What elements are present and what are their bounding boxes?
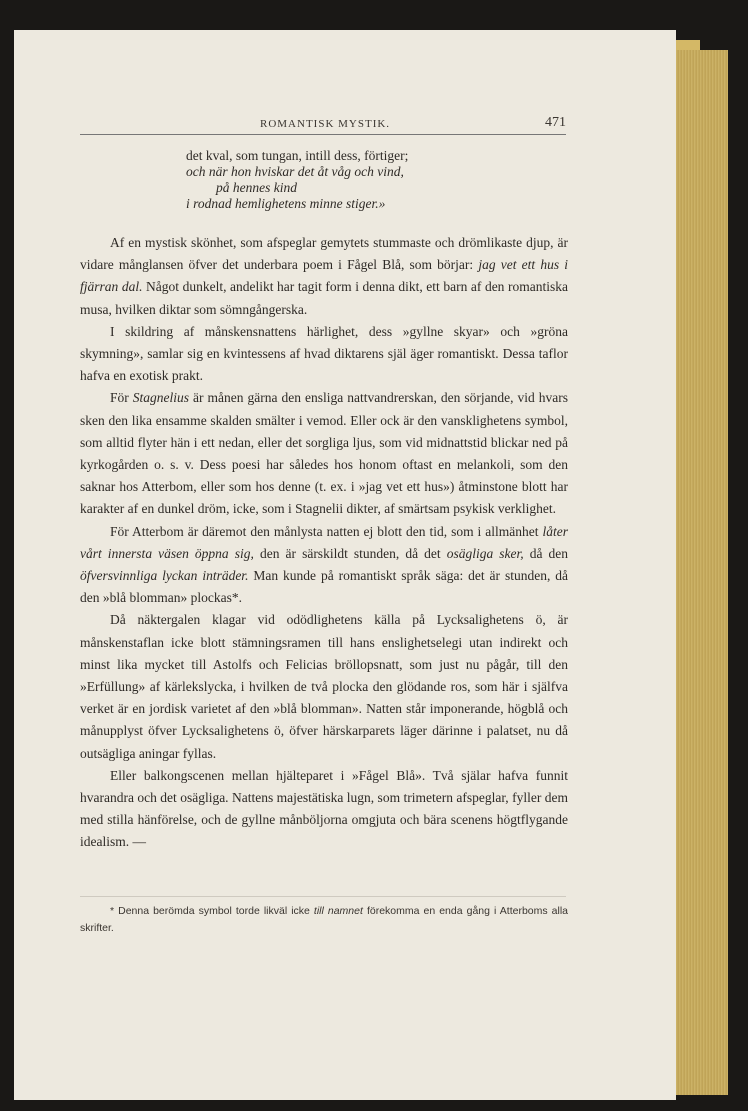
text-run: För bbox=[110, 390, 133, 406]
text-run: den är särskildt stunden, då det bbox=[253, 545, 447, 561]
poem-line: på hennes kind bbox=[216, 180, 297, 195]
poem-line: i rodnad hemlighetens minne stiger.» bbox=[186, 196, 386, 211]
poem-quote bbox=[186, 148, 408, 212]
text-run: förekomma en enda gång i Atterboms alla skrifter. bbox=[80, 905, 569, 934]
poem-line: det kval, som tungan, intill dess, förtiger; bbox=[186, 148, 409, 163]
paragraph bbox=[80, 765, 568, 854]
text-run: Man kunde på romantiskt språk säga: det är stunden, då den »blå blomman» plockas*. bbox=[80, 568, 569, 606]
running-title: ROMANTISK MYSTIK. bbox=[260, 118, 391, 130]
body-text bbox=[80, 232, 568, 854]
text-run-italic: öfversvinnliga lyckan inträder. bbox=[80, 568, 249, 584]
gilt-page-edge bbox=[676, 50, 728, 1095]
paragraph bbox=[80, 232, 568, 321]
footnote-rule bbox=[80, 896, 566, 897]
paragraph bbox=[80, 609, 568, 764]
text-run-italic: Stagnelius bbox=[132, 390, 190, 406]
poem-line: och när hon hviskar det åt våg och vind, bbox=[186, 164, 404, 179]
text-run-italic: jag vet ett hus i fjärran dal. bbox=[80, 257, 568, 295]
page-number: 471 bbox=[545, 115, 566, 130]
text-run-italic: låter vårt innersta väsen öppna sig, bbox=[80, 523, 568, 561]
text-run-italic: till namnet bbox=[313, 905, 363, 917]
text-run: då den bbox=[523, 545, 569, 561]
header-rule bbox=[80, 134, 566, 135]
footnote bbox=[80, 903, 568, 937]
text-run: I skildring af månskensnattens härlighet, dess »gyllne skyar» och »gröna skymning», samlar sig en kvintessens af hvad diktarens själ äger romantiskt. Dessa taflor hafva en exotisk prakt. bbox=[80, 323, 568, 384]
text-run: För Atterbom är däremot den månlysta natten ej blott den tid, som i allmänhet bbox=[110, 523, 543, 539]
text-run: Af en mystisk skönhet, som afspeglar gemytets stummaste och drömlikaste djup, är vidare månglansen öfver det underbara poem i Fågel Blå, som börjar: bbox=[80, 235, 568, 273]
text-run: Något dunkelt, andelikt har tagit form i denna dikt, ett barn af den romantiska musa, hvilken diktar som sömngångerska. bbox=[80, 279, 568, 317]
paragraph bbox=[80, 521, 568, 610]
paragraph bbox=[80, 321, 568, 388]
text-run: är månen gärna den ensliga nattvandrerskan, den sörjande, vid hvars sken den lika ensamme skalden smälter i vemod. Eller ock är den vansklighetens symbol, som alltid flyter hän i ett nedan, eller det sorgliga ljus, som vid midnattstid blickar ned på kyrkogården o. s. v. Dess poesi har således hos honom oftast en melankoli, som den saknar hos Atterbom, eller som hos denne (t. ex. i »jag vet ett hus») åtminstone blott har karakter af en dunkel dröm, icke, som i Stagnelii dikter, af smärtsam psykisk verklighet. bbox=[80, 390, 568, 517]
paragraph bbox=[80, 387, 568, 520]
text-run-italic: osägliga sker, bbox=[446, 545, 524, 561]
running-header bbox=[80, 115, 566, 134]
text-run: Då näktergalen klagar vid odödlighetens källa på Lycksalighetens ö, är månskenstaflan icke blott stämningsramen till hans enslighetselegi utan indirekt och minst lika mycket till Astolfs och Felicias bröllopsnatt, som just nu pågår, till den »Erfüllung» af kärlekslycka, i hvilken de två plocka den glödande ros, som här i själfva verket är en jordisk varietet af den »blå blomman». Natten står imponerande, högblå och månupplyst öfver Lycksalighetens ö, öfver härskarparets läger därinne i palatset, nu då outsägliga aningar fyllas. bbox=[80, 612, 568, 761]
text-run: * Denna berömda symbol torde likväl icke bbox=[110, 905, 314, 917]
text-run: Eller balkongscenen mellan hjälteparet i »Fågel Blå». Två själar hafva funnit hvarandra och det osägliga. Nattens majestätiska lugn, som trimetern afspeglar, fyller dem med stilla hänförelse, och de gyllne månböljorna omgjuta och bära scenens högtflygande idealism. — bbox=[80, 767, 568, 850]
